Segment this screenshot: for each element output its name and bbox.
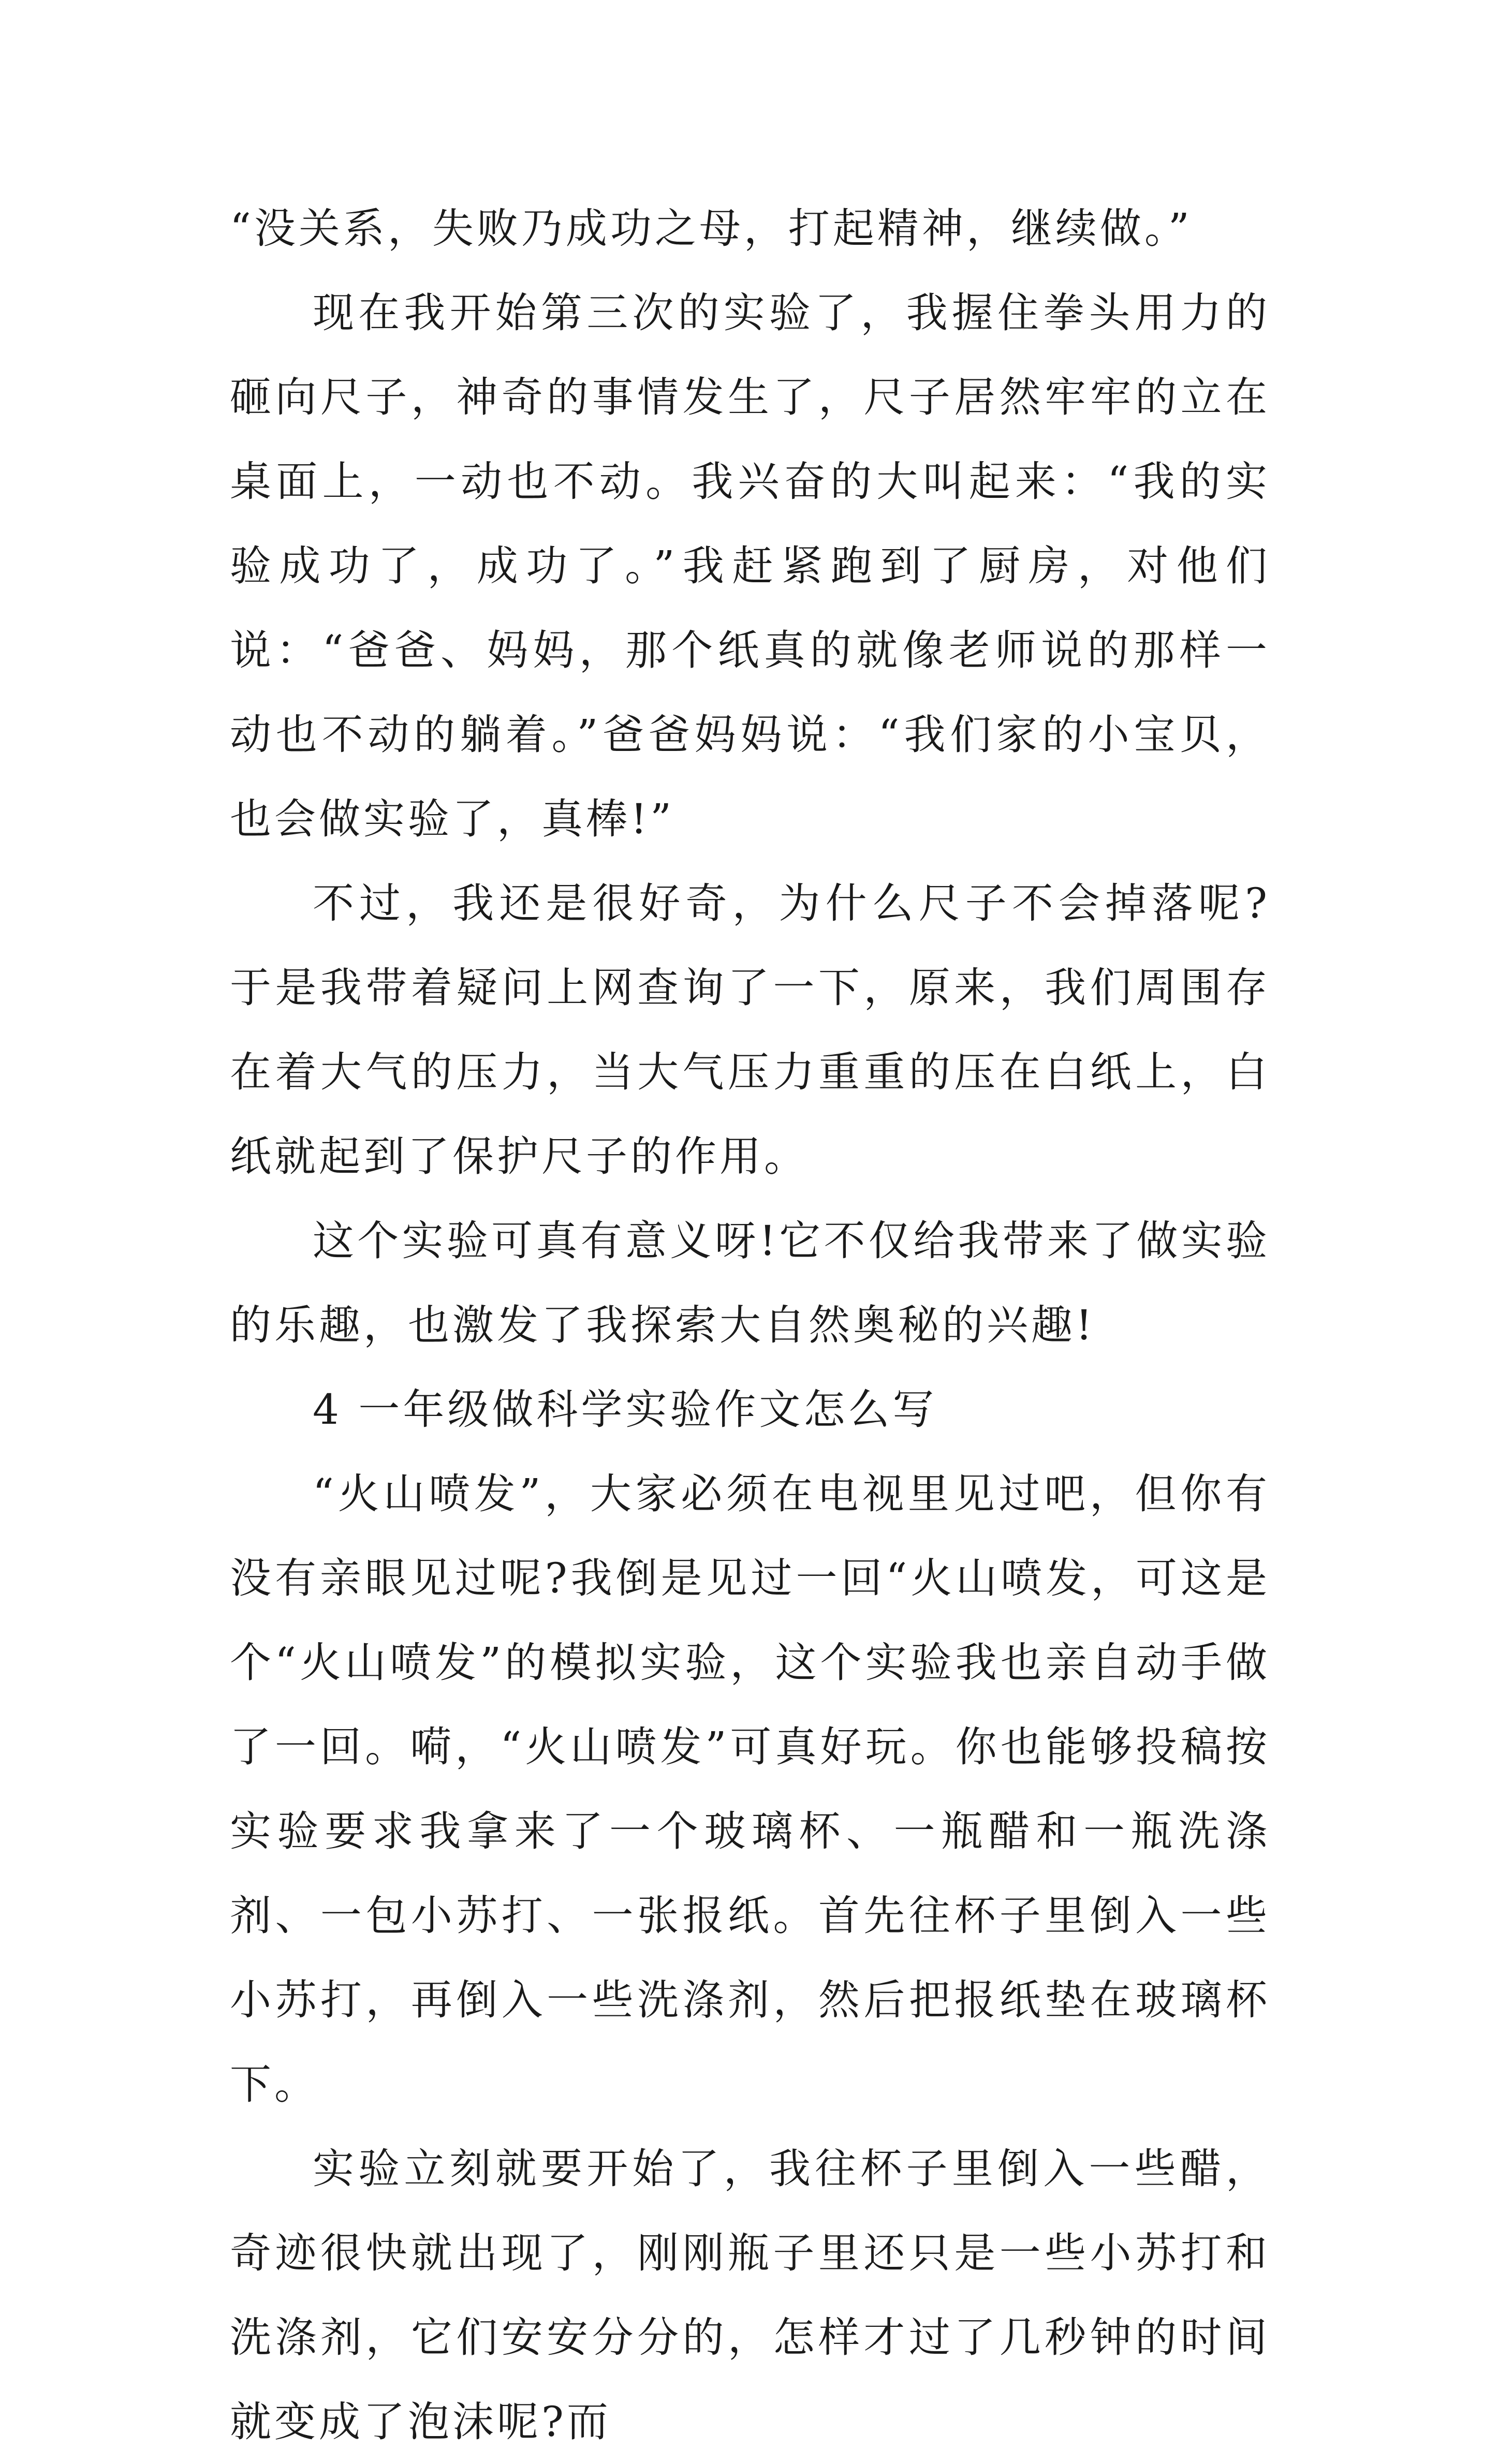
section-heading: 4 一年级做科学实验作文怎么写 xyxy=(313,1385,937,1434)
document-body xyxy=(230,186,1270,2464)
paragraph-2: 现在我开始第三次的实验了，我握住拳头用力的砸向尺子，神奇的事情发生了，尺子居然牢牢的立在桌面上，一动也不动。我兴奋的大叫起来：“我的实验成功了，成功了。”我赶紧跑到了厨房，对他们说：“爸爸、妈妈，那个纸真的就像老师说的那样一动也不动的躺着。”爸爸妈妈说：“我们家的小宝贝，也会做实验了，真棒!” xyxy=(230,289,1270,843)
paragraph-1: “没关系，失败乃成功之母，打起精神，继续做。” xyxy=(230,204,1193,253)
paragraph-3: 不过，我还是很好奇，为什么尺子不会掉落呢?于是我带着疑问上网查询了一下，原来，我们周围存在着大气的压力，当大气压力重重的压在白纸上，白纸就起到了保护尺子的作用。 xyxy=(230,879,1270,1181)
paragraph-6: 实验立刻就要开始了，我往杯子里倒入一些醋，奇迹很快就出现了，刚刚瓶子里还只是一些小苏打和洗涤剂，它们安安分分的，怎样才过了几秒钟的时间就变成了泡沫呢?而 xyxy=(230,2145,1270,2446)
paragraph-5: “火山喷发”，大家必须在电视里见过吧，但你有没有亲眼见过呢?我倒是见过一回“火山喷发，可这是个“火山喷发”的模拟实验，这个实验我也亲自动手做了一回。嗬，“火山喷发”可真好玩。你也能够投稿按实验要求我拿来了一个玻璃杯、一瓶醋和一瓶洗涤剂、一包小苏打、一张报纸。首先往杯子里倒入一些小苏打，再倒入一些洗涤剂，然后把报纸垫在玻璃杯下。 xyxy=(230,1470,1270,2108)
paragraph-4: 这个实验可真有意义呀!它不仅给我带来了做实验的乐趣，也激发了我探索大自然奥秘的兴趣! xyxy=(230,1217,1270,1349)
